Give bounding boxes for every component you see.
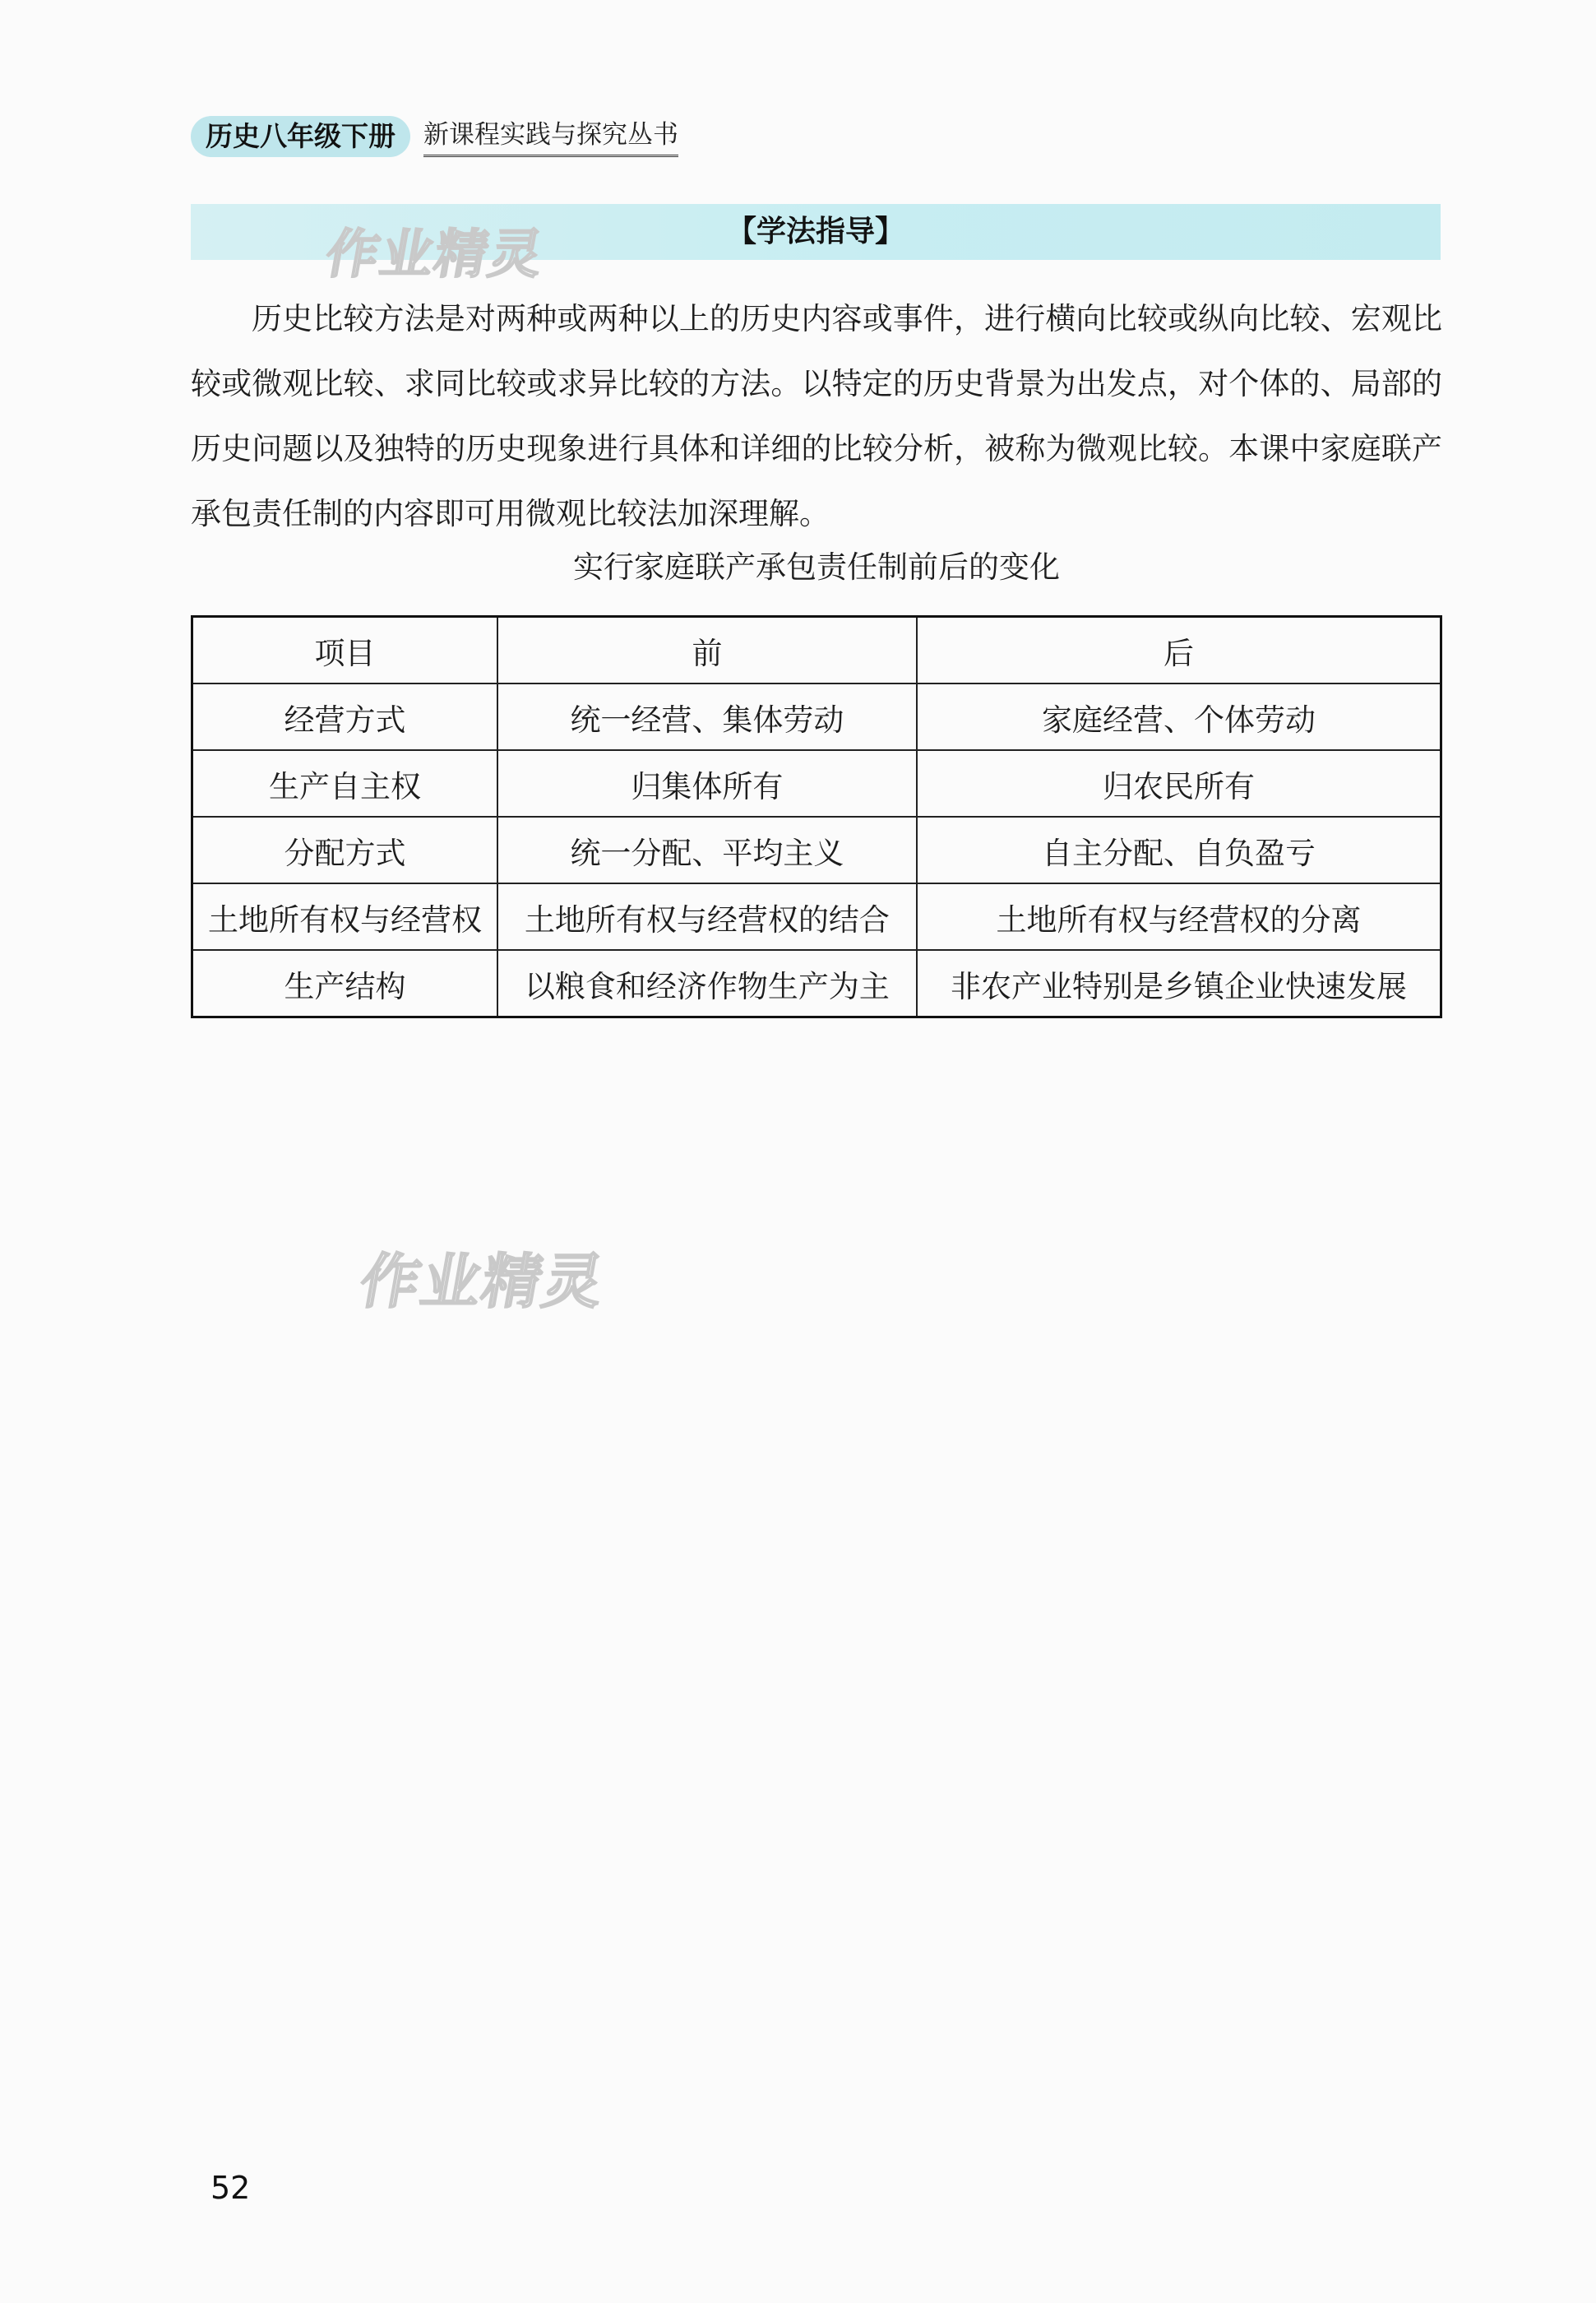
- table-row: [192, 683, 1441, 750]
- cell-item: 生产自主权: [192, 750, 497, 817]
- running-header: [191, 115, 678, 158]
- table-row: [192, 817, 1441, 883]
- cell-after: 土地所有权与经营权的分离: [917, 883, 1441, 950]
- table-caption: 实行家庭联产承包责任制前后的变化: [573, 549, 1060, 585]
- page-number: 52: [210, 2170, 251, 2206]
- header-after: 后: [917, 617, 1441, 684]
- cell-after: 自主分配、自负盈亏: [917, 817, 1441, 883]
- table-row: [192, 950, 1441, 1017]
- watermark-middle: 作业精灵: [354, 1247, 611, 1316]
- book-title-badge: 历史八年级下册: [191, 116, 410, 157]
- header-item: 项目: [192, 617, 497, 684]
- guidance-paragraph: 历史比较方法是对两种或两种以上的历史内容或事件，进行横向比较或纵向比较、宏观比较或微观比较、求同比较或求异比较的方法。以特定的历史背景为出发点，对个体的、局部的历史问题以及独特的历史现象进行具体和详细的比较分析，被称为微观比较。本课中家庭联产承包责任制的内容即可用微观比较法加深理解。: [191, 301, 1442, 531]
- cell-item: 经营方式: [192, 683, 497, 750]
- cell-item: 土地所有权与经营权: [192, 883, 497, 950]
- comparison-table: [191, 615, 1442, 1018]
- series-title: 新课程实践与探究丛书: [423, 117, 678, 157]
- cell-before: 土地所有权与经营权的结合: [497, 883, 917, 950]
- section-title: 【学法指导】: [726, 215, 904, 248]
- cell-after: 非农产业特别是乡镇企业快速发展: [917, 950, 1441, 1017]
- cell-before: 归集体所有: [497, 750, 917, 817]
- cell-item: 分配方式: [192, 817, 497, 883]
- cell-before: 以粮食和经济作物生产为主: [497, 950, 917, 1017]
- watermark-top: 作业精灵: [321, 225, 549, 285]
- header-before: 前: [497, 617, 917, 684]
- cell-item: 生产结构: [192, 950, 497, 1017]
- table-row: [192, 750, 1441, 817]
- table-row: [192, 883, 1441, 950]
- cell-after: 家庭经营、个体劳动: [917, 683, 1441, 750]
- table-header-row: [192, 617, 1441, 684]
- cell-before: 统一分配、平均主义: [497, 817, 917, 883]
- cell-before: 统一经营、集体劳动: [497, 683, 917, 750]
- cell-after: 归农民所有: [917, 750, 1441, 817]
